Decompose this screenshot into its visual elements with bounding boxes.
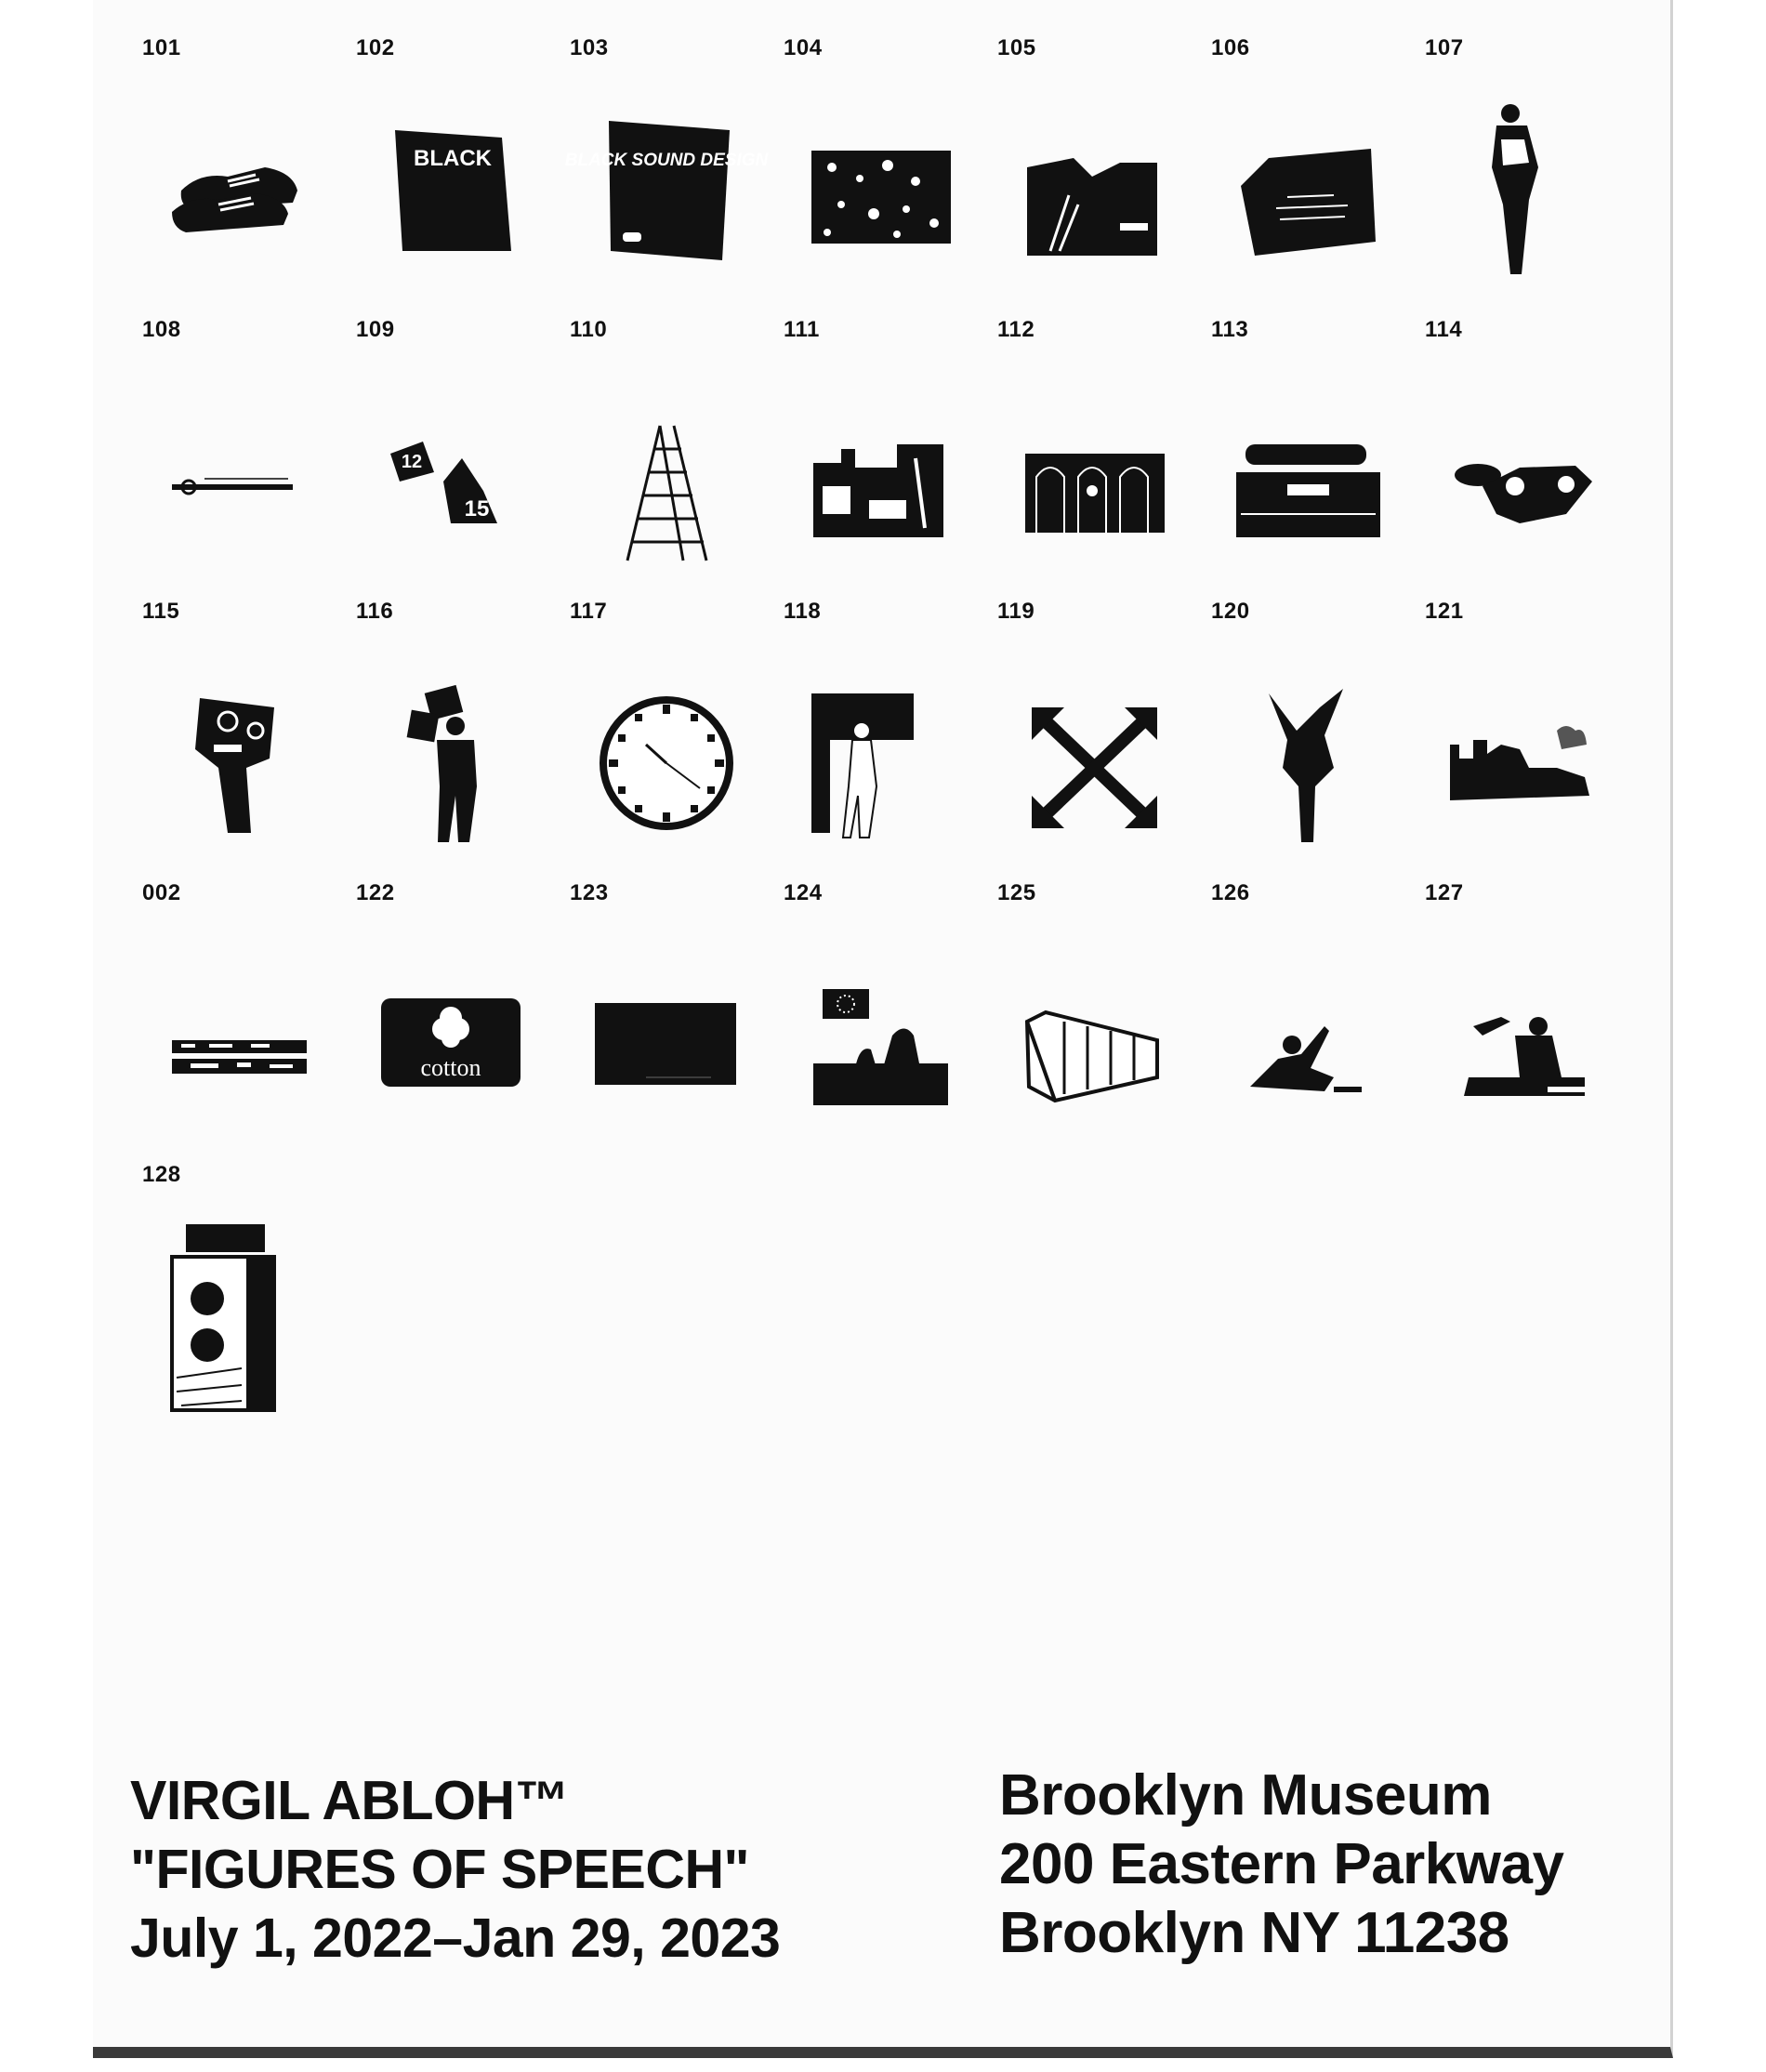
cotton-label: cotton — [420, 1054, 481, 1081]
dark-rectangle-icon — [590, 938, 739, 1124]
reclining-figure-icon — [1232, 938, 1380, 1124]
catalog-item — [135, 310, 349, 591]
catalog-item — [776, 28, 990, 310]
catalog-item — [776, 591, 990, 873]
abstract-shape-icon — [1445, 375, 1594, 561]
venue-name: Brooklyn Museum — [999, 1763, 1492, 1828]
catalog-item — [990, 28, 1204, 310]
item-number: 117 — [570, 599, 608, 624]
catalog-item — [349, 591, 562, 873]
catalog-item — [1417, 873, 1631, 1155]
seated-figure-icon — [1445, 938, 1594, 1124]
item-number: 101 — [142, 35, 181, 60]
catalog-item — [135, 1155, 349, 1436]
architectural-sign-icon — [1232, 93, 1380, 279]
exhibition-title: "FIGURES OF SPEECH" — [130, 1839, 750, 1900]
ladder-icon — [590, 375, 739, 561]
pattern-panel-icon — [804, 93, 953, 279]
item-number: 121 — [1425, 599, 1464, 624]
striped-strip-icon — [163, 938, 311, 1124]
catalog-item — [1417, 310, 1631, 591]
number-markers-icon — [376, 375, 525, 561]
item-number: 105 — [997, 35, 1036, 60]
speaker-icon — [163, 1220, 311, 1406]
item-number: 114 — [1425, 317, 1463, 342]
exhibition-info — [130, 1766, 780, 1973]
venue-city: Brooklyn NY 11238 — [999, 1901, 1509, 1965]
catalog-item — [1204, 591, 1417, 873]
venue-address — [999, 1762, 1563, 1968]
catalog-item — [562, 28, 776, 310]
thin-strip-icon — [163, 375, 311, 561]
marker-12-label: 12 — [401, 452, 423, 472]
item-number: 116 — [356, 599, 394, 624]
catalog-item — [776, 310, 990, 591]
catalog-item — [1204, 28, 1417, 310]
sneakers-icon — [163, 93, 311, 279]
marker-15-label: 15 — [464, 496, 490, 521]
black-sign-label: BLACK — [414, 146, 492, 171]
crossed-arrows-icon — [1018, 656, 1166, 842]
item-number: 122 — [356, 880, 395, 905]
catalog-item — [1204, 310, 1417, 591]
item-number: 127 — [1425, 880, 1464, 905]
catalog-item — [990, 310, 1204, 591]
artist-name: VIRGIL ABLOH™ — [130, 1770, 570, 1831]
item-number: 112 — [997, 317, 1035, 342]
scene-silhouette-icon — [1018, 93, 1166, 279]
item-number: 111 — [784, 317, 820, 342]
item-number: 123 — [570, 880, 609, 905]
item-number: 115 — [142, 599, 180, 624]
item-number: 128 — [142, 1162, 181, 1187]
figure-collage-icon — [163, 656, 311, 842]
standing-figure-icon — [1445, 93, 1594, 279]
item-number: 113 — [1211, 317, 1249, 342]
exhibition-dates: July 1, 2022–Jan 29, 2023 — [130, 1907, 781, 1969]
sound-design-label: BLACK SOUND DESIGN — [564, 151, 769, 170]
item-number: 110 — [570, 317, 608, 342]
catalog-item — [1417, 28, 1631, 310]
item-number: 104 — [784, 35, 823, 60]
catalog-item — [135, 591, 349, 873]
runway-figure-icon — [804, 656, 953, 842]
item-number: 120 — [1211, 599, 1250, 624]
catalog-item — [990, 591, 1204, 873]
catalog-item — [990, 873, 1204, 1155]
venue-street: 200 Eastern Parkway — [999, 1832, 1564, 1896]
collage-icon — [804, 375, 953, 561]
figure-carrying-icon — [376, 656, 525, 842]
item-number: 126 — [1211, 880, 1250, 905]
building-perspective-icon — [1018, 938, 1166, 1124]
flag-and-dog-icon — [804, 938, 953, 1124]
black-sound-design-sign-icon — [564, 93, 769, 279]
landscape-icon — [1445, 656, 1594, 842]
item-number: 118 — [784, 599, 822, 624]
catalog-item — [349, 310, 562, 591]
catalog-item — [1204, 873, 1417, 1155]
item-number: 124 — [784, 880, 823, 905]
black-sign-icon — [376, 93, 525, 279]
item-number: 106 — [1211, 35, 1250, 60]
item-number: 103 — [570, 35, 609, 60]
clock-icon — [590, 656, 739, 842]
catalog-item — [349, 28, 562, 310]
catalog-item — [562, 591, 776, 873]
splash-figure-icon — [1232, 656, 1380, 842]
catalog-grid — [135, 28, 1622, 1436]
catalog-item — [135, 873, 349, 1155]
catalog-item — [562, 873, 776, 1155]
catalog-item — [1417, 591, 1631, 873]
item-number: 102 — [356, 35, 395, 60]
catalog-item — [776, 873, 990, 1155]
catalog-item — [135, 28, 349, 310]
catalog-item — [562, 310, 776, 591]
item-number: 108 — [142, 317, 181, 342]
item-number: 107 — [1425, 35, 1464, 60]
item-number: 109 — [356, 317, 395, 342]
bench-icon — [1232, 375, 1380, 561]
cotton-logo-icon — [376, 938, 525, 1124]
catalog-item — [349, 873, 562, 1155]
item-number: 002 — [142, 880, 181, 905]
arched-panel-icon — [1018, 375, 1166, 561]
item-number: 119 — [997, 599, 1035, 624]
item-number: 125 — [997, 880, 1036, 905]
